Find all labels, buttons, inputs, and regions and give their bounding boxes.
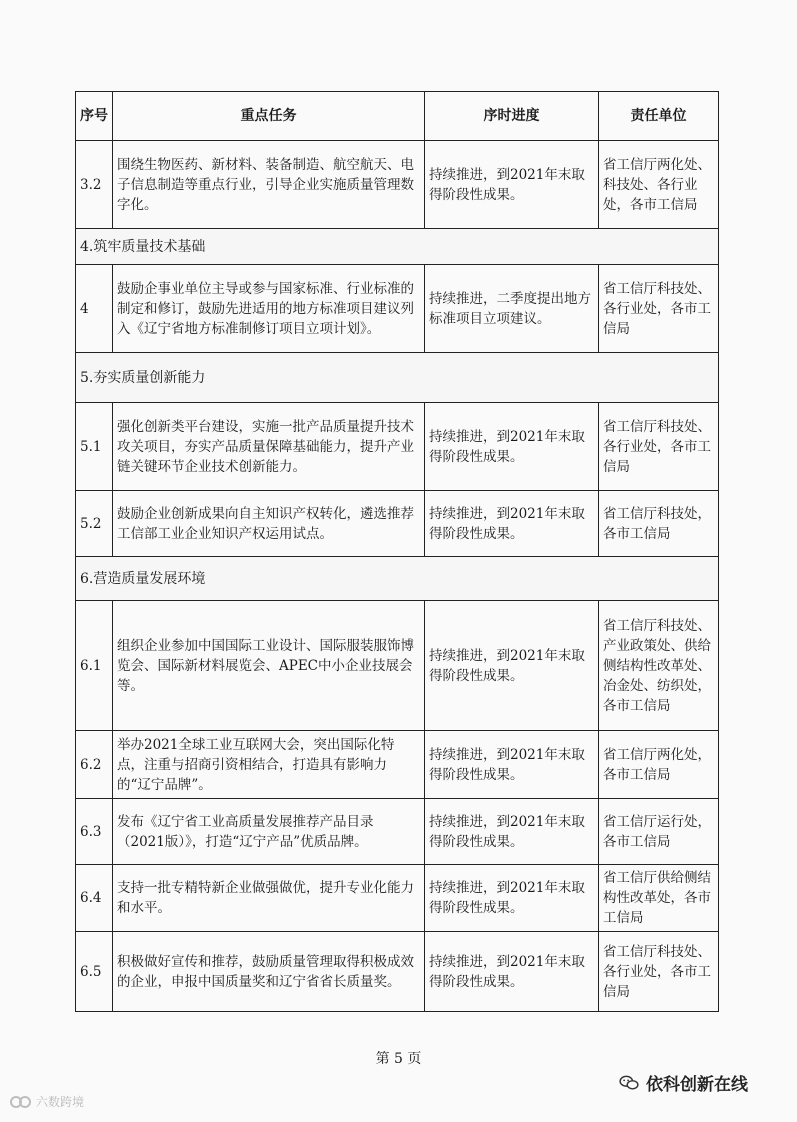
table-row [76,731,719,799]
row-unit: 省工信厅科技处、各行业处，各市工信局 [599,265,719,353]
section-row [76,557,719,601]
watermark-left-text: 六数跨境 [36,1095,85,1109]
section-title: 5.夯实质量创新能力 [76,353,719,403]
row-progress: 持续推进，到2021年末取得阶段性成果。 [425,403,599,491]
row-task: 鼓励企事业单位主导或参与国家标准、行业标准的制定和修订，鼓励先进适用的地方标准项目建议列入《辽宁省地方标准制修订项目立项计划》。 [113,265,425,353]
row-unit: 省工信厅科技处、各行业处，各市工信局 [599,932,719,1012]
table-row [76,932,719,1012]
row-unit: 省工信厅两化处，各市工信局 [599,731,719,799]
watermark-right [618,1070,748,1095]
row-progress: 持续推进，到2021年末取得阶段性成果。 [425,865,599,932]
wechat-icon [618,1075,640,1091]
row-num: 6.2 [76,731,113,799]
row-progress: 持续推进，到2021年末取得阶段性成果。 [425,491,599,557]
row-task: 举办2021全球工业互联网大会，突出国际化特点，注重与招商引资相结合，打造具有影响力的“辽宁品牌”。 [113,731,425,799]
table-header-row [76,92,719,141]
row-task: 鼓励企业创新成果向自主知识产权转化，遴选推荐工信部工业企业知识产权运用试点。 [113,491,425,557]
row-unit: 省工信厅两化处、科技处、各行业处，各市工信局 [599,141,719,229]
row-task: 组织企业参加中国国际工业设计、国际服装服饰博览会、国际新材料展览会、APEC中小企业技展会等。 [113,601,425,731]
header-num: 序号 [76,92,113,141]
row-num: 6.5 [76,932,113,1012]
task-table [75,91,719,1012]
logo-icon [10,1094,32,1110]
row-unit: 省工信厅运行处，各市工信局 [599,799,719,865]
row-task: 支持一批专精特新企业做强做优，提升专业化能力和水平。 [113,865,425,932]
row-num: 6.3 [76,799,113,865]
row-progress: 持续推进，到2021年末取得阶段性成果。 [425,141,599,229]
row-unit: 省工信厅科技处，各市工信局 [599,491,719,557]
header-task: 重点任务 [113,92,425,141]
table-row [76,265,719,353]
table-row [76,601,719,731]
row-progress: 持续推进，到2021年末取得阶段性成果。 [425,731,599,799]
row-unit: 省工信厅供给侧结构性改革处，各市工信局 [599,865,719,932]
row-unit: 省工信厅科技处、各行业处，各市工信局 [599,403,719,491]
row-task: 围绕生物医药、新材料、装备制造、航空航天、电子信息制造等重点行业，引导企业实施质量管理数字化。 [113,141,425,229]
row-num: 6.1 [76,601,113,731]
table-row [76,403,719,491]
table-row [76,865,719,932]
row-task: 强化创新类平台建设，实施一批产品质量提升技术攻关项目，夯实产品质量保障基础能力，提升产业链关键环节企业技术创新能力。 [113,403,425,491]
page-number: 第 5 页 [375,1051,422,1067]
row-progress: 持续推进，到2021年末取得阶段性成果。 [425,932,599,1012]
row-task: 发布《辽宁省工业高质量发展推荐产品目录（2021版）》，打造“辽宁产品”优质品牌。 [113,799,425,865]
table-row [76,491,719,557]
header-progress: 序时进度 [425,92,599,141]
section-row [76,353,719,403]
row-task: 积极做好宣传和推荐，鼓励质量管理取得积极成效的企业，申报中国质量奖和辽宁省省长质量奖。 [113,932,425,1012]
row-num: 5.2 [76,491,113,557]
section-title: 6.营造质量发展环境 [76,557,719,601]
table-row [76,141,719,229]
row-num: 5.1 [76,403,113,491]
task-table-container [75,91,718,1012]
row-progress: 持续推进，二季度提出地方标准项目立项建议。 [425,265,599,353]
row-progress: 持续推进，到2021年末取得阶段性成果。 [425,601,599,731]
row-unit: 省工信厅科技处、产业政策处、供给侧结构性改革处、冶金处、纺织处，各市工信局 [599,601,719,731]
table-row [76,799,719,865]
row-num: 3.2 [76,141,113,229]
watermark-right-text: 依科创新在线 [646,1075,748,1095]
row-num: 4 [76,265,113,353]
section-title: 4.筑牢质量技术基础 [76,229,719,265]
row-num: 6.4 [76,865,113,932]
section-row [76,229,719,265]
row-progress: 持续推进，到2021年末取得阶段性成果。 [425,799,599,865]
watermark-left [10,1093,84,1110]
header-unit: 责任单位 [599,92,719,141]
